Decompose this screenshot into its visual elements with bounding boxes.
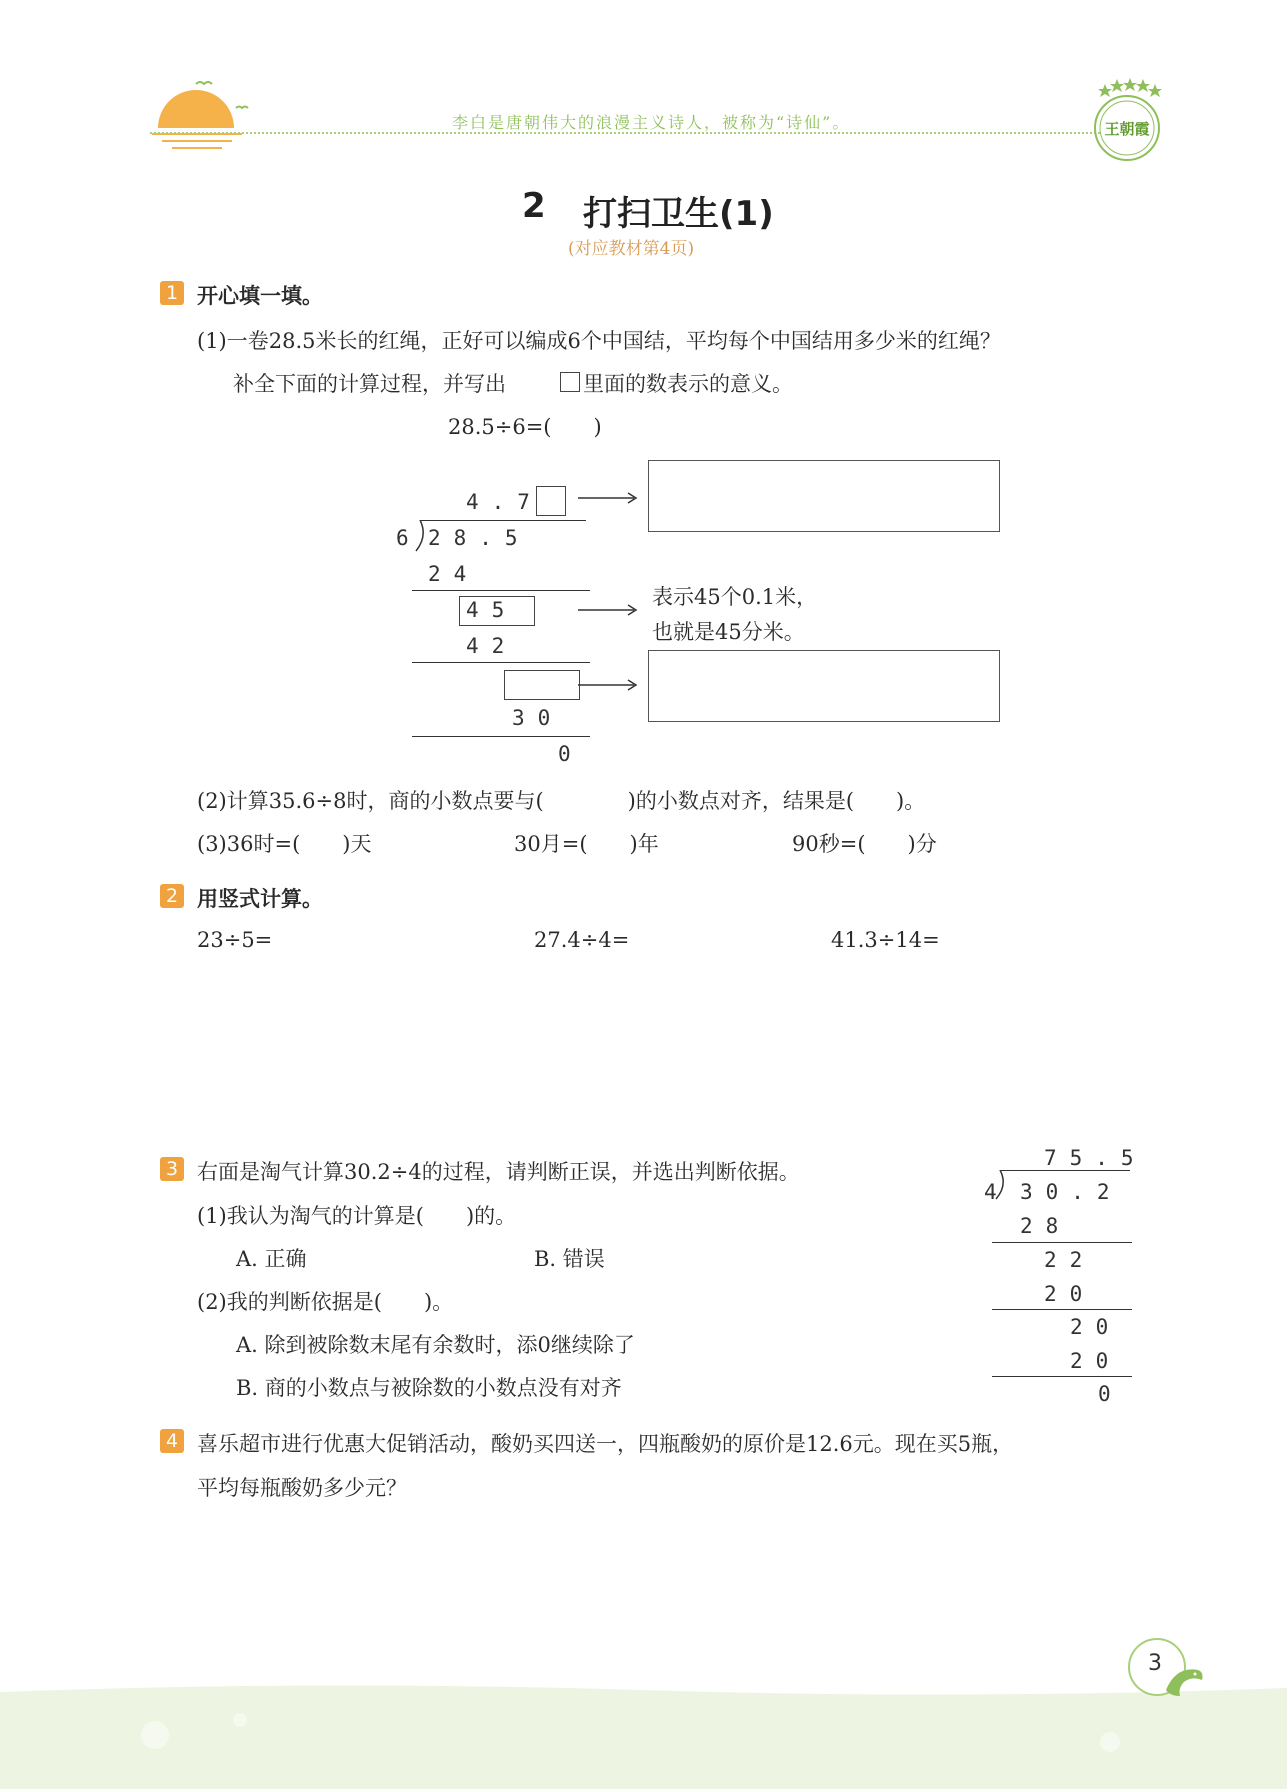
- q3-divisor: 4: [984, 1180, 1010, 1204]
- sun-decoration-icon: [150, 70, 260, 155]
- q1-part3b: 30月=( )年: [514, 832, 659, 856]
- q3-step5: 20: [1070, 1349, 1122, 1373]
- division-bracket: [414, 520, 428, 552]
- dolphin-icon: [1162, 1660, 1208, 1700]
- page-number: 3: [1148, 1651, 1162, 1676]
- q1-part1-line1: (1)一卷28.5米长的红绳，正好可以编成6个中国结，平均每个中国结用多少米的红绳？: [197, 329, 1001, 353]
- q2-number-badge: 2: [160, 884, 184, 908]
- q3-option-a[interactable]: A. 正确: [236, 1247, 307, 1271]
- q1-part1-line2a: 补全下面的计算过程，并写出: [233, 372, 506, 396]
- q1-step1: 24: [428, 562, 480, 586]
- q1-step2: 45: [466, 598, 518, 622]
- q1-part2: (2)计算35.6÷8时，商的小数点要与( )的小数点对齐，结果是( )。: [197, 789, 926, 813]
- q3-step2: 22: [1044, 1248, 1096, 1272]
- lesson-subtitle: (对应教材第4页): [568, 239, 695, 259]
- q1-part3c: 90秒=( )分: [792, 832, 937, 856]
- q3-remainder: 0: [1098, 1382, 1124, 1406]
- step-line-3: [412, 736, 590, 737]
- q1-note-line1: 表示45个0.1米，: [652, 585, 818, 609]
- q1-number-badge: 1: [160, 281, 184, 305]
- lesson-number: 2: [522, 186, 546, 226]
- q3-dividend: 30.2: [1020, 1180, 1123, 1204]
- q2-expr2: 27.4÷4=: [534, 928, 630, 952]
- q3-step1: 28: [1020, 1214, 1072, 1238]
- q3-step4: 20: [1070, 1315, 1122, 1339]
- q3-line-3: [992, 1376, 1132, 1377]
- arrow-icon: [578, 490, 640, 506]
- logo-text: 王朝霞: [1104, 120, 1150, 138]
- q3-reason-b[interactable]: B. 商的小数点与被除数的小数点没有对齐: [236, 1376, 622, 1400]
- q3-part1: (1)我认为淘气的计算是( )的。: [197, 1204, 517, 1228]
- q3-number-badge: 3: [160, 1157, 184, 1181]
- inline-box-symbol: [560, 372, 580, 392]
- division-bar: [420, 520, 586, 521]
- q1-equation: 28.5÷6=( ): [448, 415, 602, 439]
- q1-divisor: 6: [396, 526, 422, 550]
- logo-badge-icon: [1085, 76, 1170, 166]
- lesson-title: 打扫卫生(1): [583, 194, 774, 234]
- q1-part3a: (3)36时=( )天: [197, 832, 372, 856]
- q4-number-badge: 4: [160, 1429, 184, 1453]
- q1-remainder: 0: [558, 742, 584, 766]
- step-line-2: [412, 662, 590, 663]
- q3-division-bar: [1000, 1170, 1130, 1171]
- header-motto: 李白是唐朝伟大的浪漫主义诗人，被称为“诗仙”。: [452, 113, 851, 132]
- q2-heading: 用竖式计算。: [197, 887, 323, 911]
- q1-dividend: 28.5: [428, 526, 531, 550]
- missing-step-answer-box[interactable]: [504, 670, 580, 700]
- q3-line-1: [992, 1242, 1132, 1243]
- q3-quotient: 75.5: [1044, 1146, 1147, 1170]
- q3-part2: (2)我的判断依据是( )。: [197, 1290, 454, 1314]
- quotient-answer-box[interactable]: [536, 486, 566, 516]
- q3-heading: 右面是淘气计算30.2÷4的过程，请判断正误，并选出判断依据。: [197, 1160, 800, 1184]
- step-line-1: [412, 590, 590, 591]
- q4-line2: 平均每瓶酸奶多少元？: [197, 1476, 407, 1500]
- q1-step3: 42: [466, 634, 518, 658]
- q1-note-line2: 也就是45分米。: [652, 620, 805, 644]
- q1-heading: 开心填一填。: [197, 284, 323, 308]
- meaning-answer-box-2[interactable]: [648, 650, 1000, 722]
- q3-division-bracket: [994, 1170, 1008, 1200]
- q3-reason-a[interactable]: A. 除到被除数末尾有余数时，添0继续除了: [236, 1333, 635, 1357]
- q2-expr1: 23÷5=: [197, 928, 273, 952]
- arrow-icon: [578, 677, 640, 693]
- q3-step3: 20: [1044, 1282, 1096, 1306]
- q1-quotient: 4.7: [466, 490, 543, 514]
- q4-line1: 喜乐超市进行优惠大促销活动，酸奶买四送一，四瓶酸奶的原价是12.6元。现在买5瓶，: [197, 1432, 1014, 1456]
- footer-wave-background: [0, 1680, 1287, 1789]
- q1-part1-line2b: 里面的数表示的意义。: [583, 372, 793, 396]
- q2-expr3: 41.3÷14=: [831, 928, 940, 952]
- q3-line-2: [992, 1309, 1132, 1310]
- q1-step5: 30: [512, 706, 564, 730]
- meaning-answer-box-1[interactable]: [648, 460, 1000, 532]
- q3-option-b[interactable]: B. 错误: [534, 1247, 605, 1271]
- arrow-icon: [578, 602, 640, 618]
